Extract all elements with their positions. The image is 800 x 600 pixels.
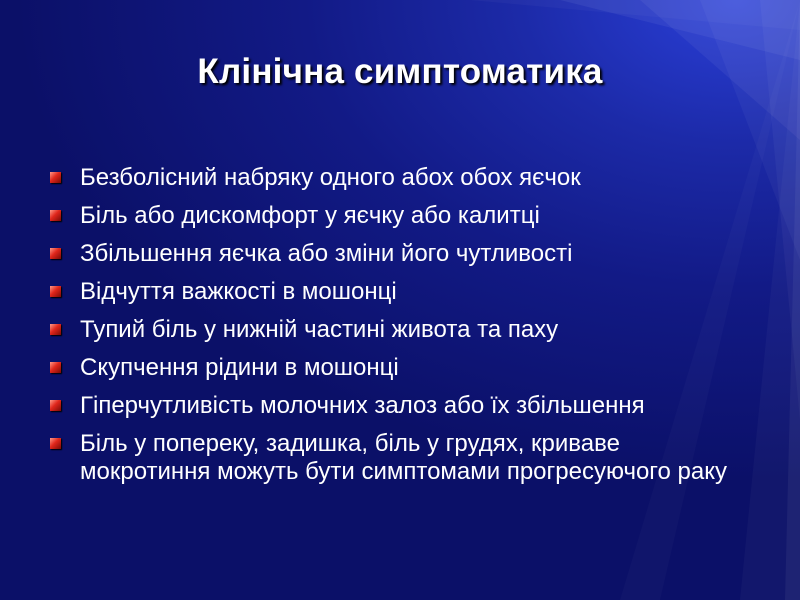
- bullet-text: Відчуття важкості в мошонці: [80, 278, 397, 305]
- slide-title: Клінічна симптоматика: [197, 52, 603, 91]
- red-square-bullet-icon: [50, 286, 61, 297]
- bullet-text: Біль або дискомфорт у яєчку або калитці: [80, 202, 540, 229]
- red-square-bullet-icon: [50, 400, 61, 411]
- red-square-bullet-icon: [50, 172, 61, 183]
- red-square-bullet-icon: [50, 324, 61, 335]
- bullet-text: Гіперчутливість молочних залоз або їх збільшення: [80, 392, 645, 419]
- bullet-item: [50, 164, 750, 192]
- bullet-list: [50, 164, 750, 496]
- bullet-item: [50, 316, 750, 344]
- red-square-bullet-icon: [50, 210, 61, 221]
- red-square-bullet-icon: [50, 248, 61, 259]
- red-square-bullet-icon: [50, 362, 61, 373]
- bullet-item: [50, 354, 750, 382]
- bullet-item: [50, 240, 750, 268]
- bullet-text: Біль у попереку, задишка, біль у грудях, криваве мокротиння можуть бути симптомами прогресуючого раку: [80, 430, 728, 485]
- bullet-item: [50, 202, 750, 230]
- bullet-text: Скупчення рідини в мошонці: [80, 354, 399, 381]
- bullet-text: Безболісний набряку одного абох обох яєчок: [80, 164, 581, 191]
- bullet-text: Збільшення яєчка або зміни його чутливості: [80, 240, 573, 267]
- bullet-item: [50, 392, 750, 420]
- red-square-bullet-icon: [50, 438, 61, 449]
- bullet-item: [50, 430, 750, 486]
- bullet-text: Тупий біль у нижній частині живота та паху: [80, 316, 559, 343]
- bullet-item: [50, 278, 750, 306]
